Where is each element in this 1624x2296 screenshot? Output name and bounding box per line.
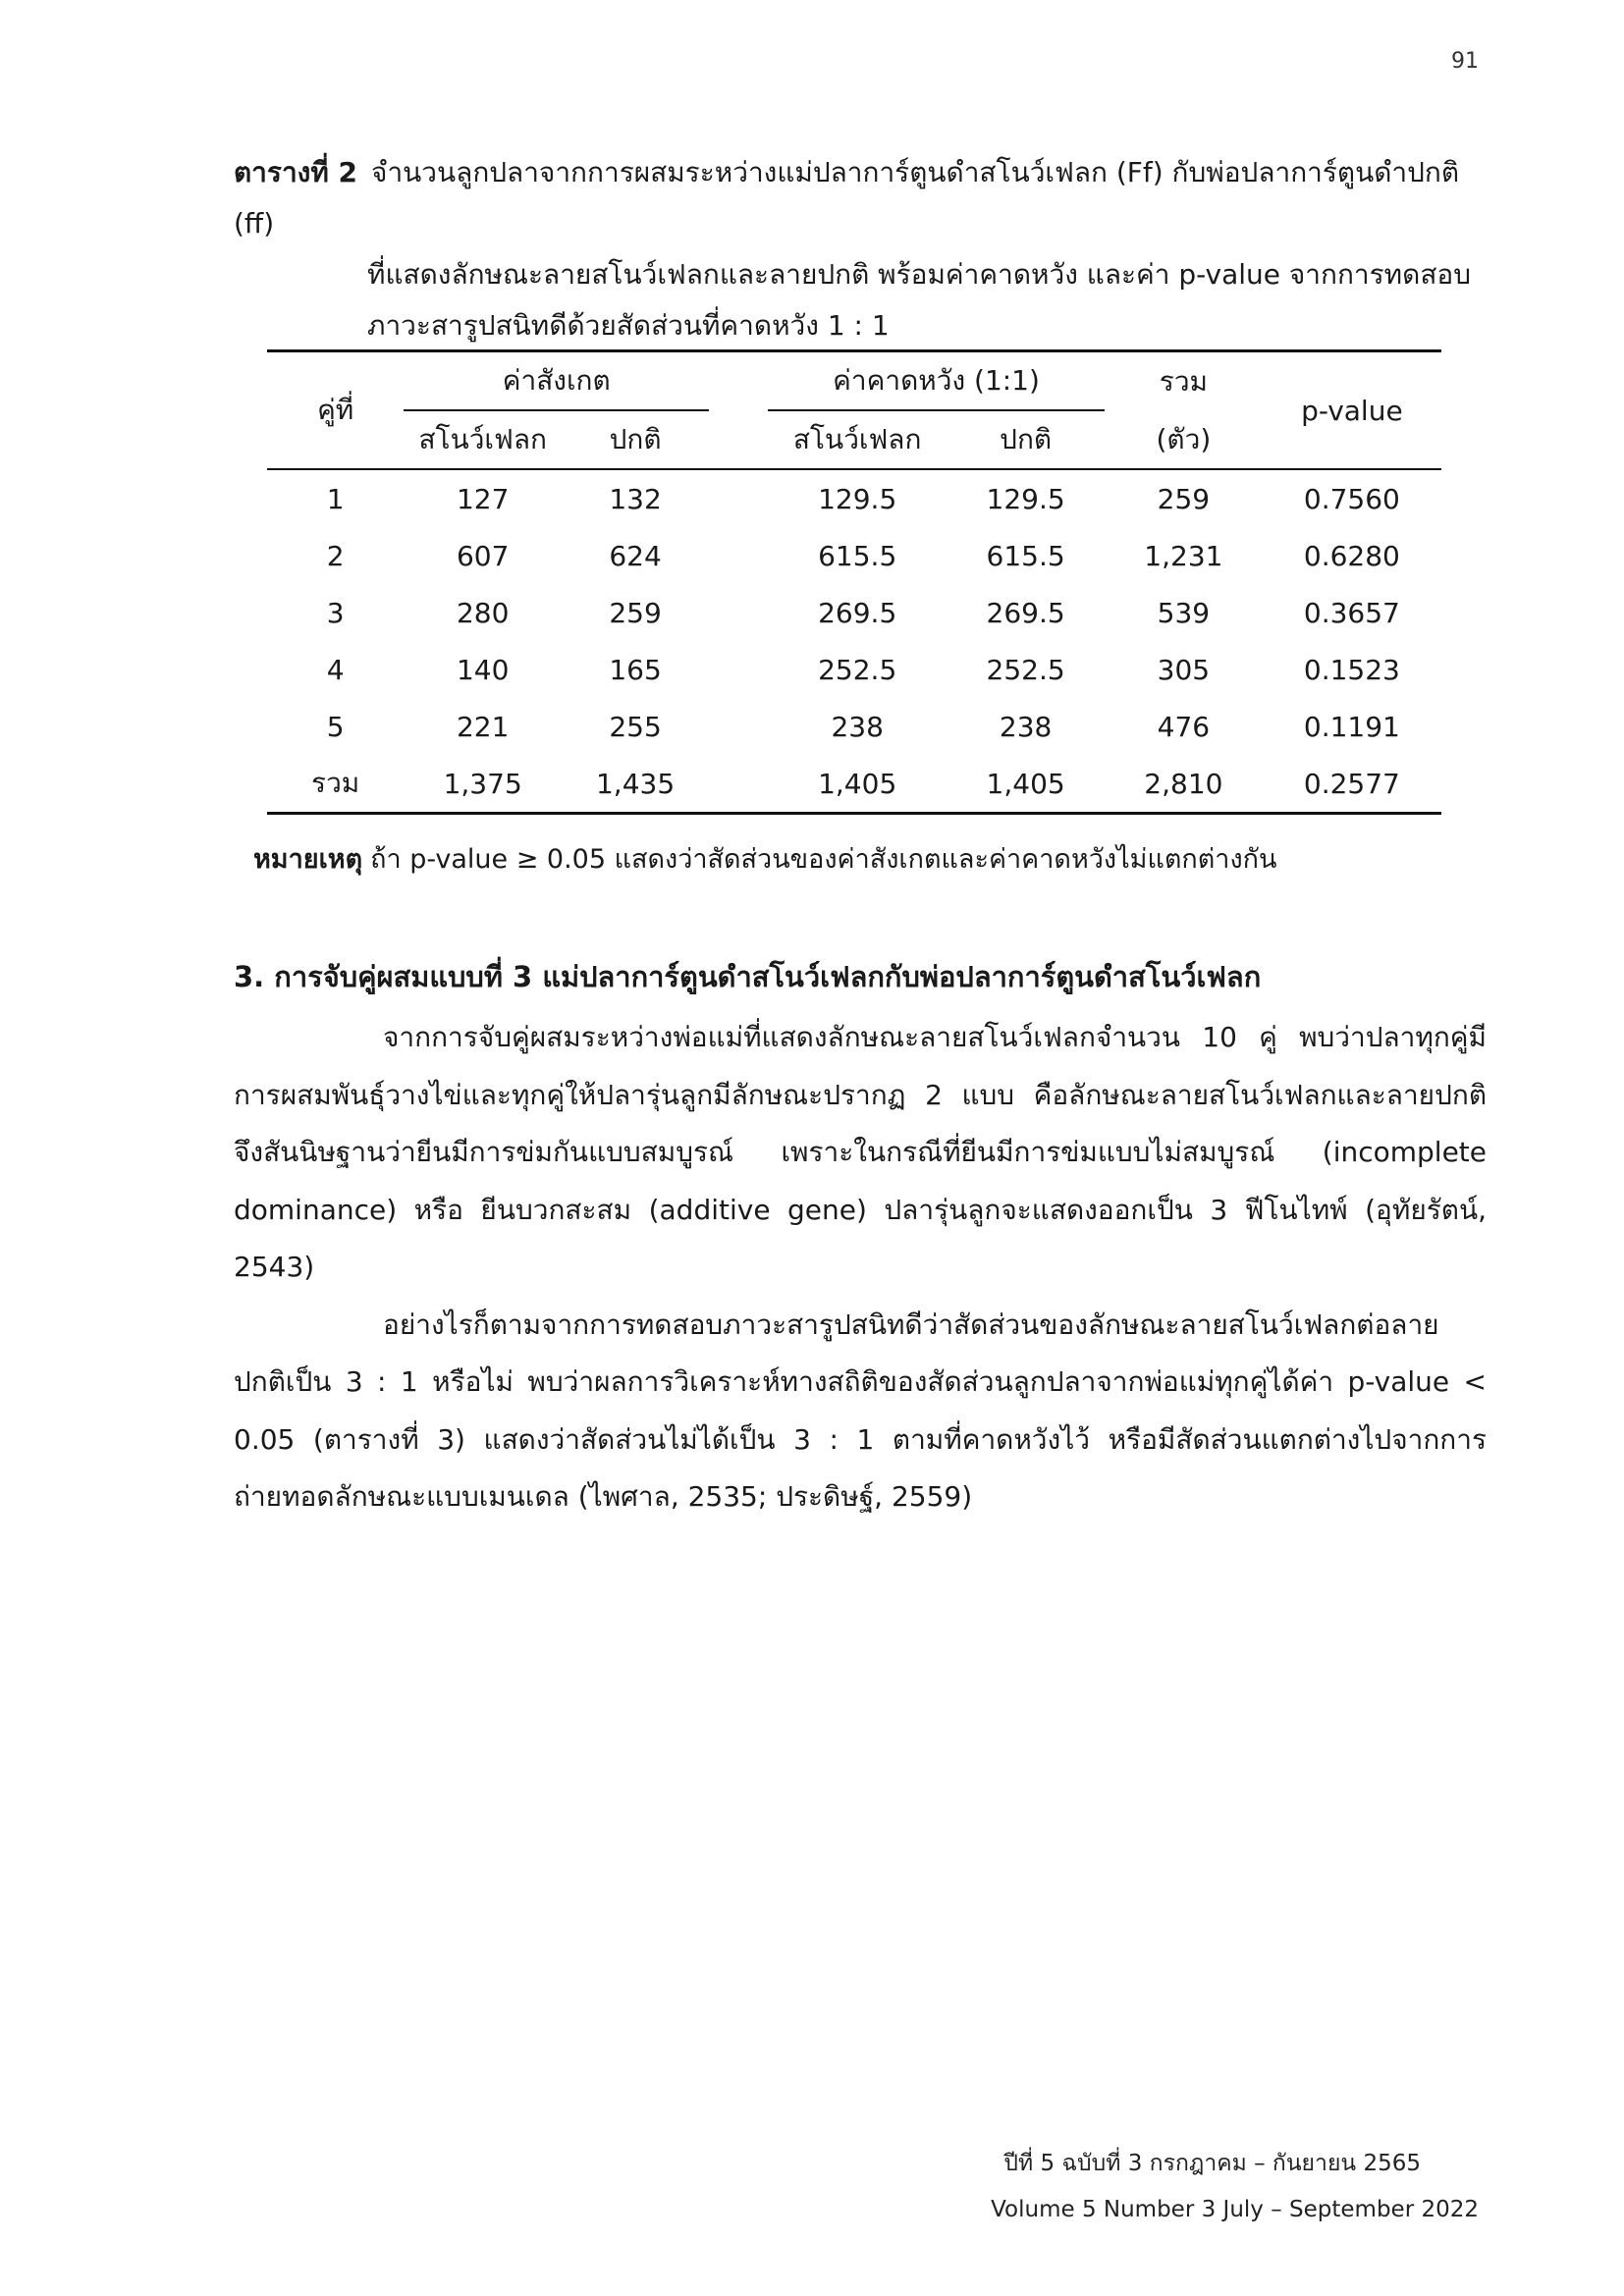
cell-pair: 2 — [326, 539, 345, 572]
header-total-top: รวม — [1105, 351, 1263, 411]
cell-obs-normal: 624 — [609, 539, 662, 572]
table-caption — [234, 147, 1490, 351]
cell-obs-snowflake: 127 — [456, 482, 510, 515]
cell-pair: 1 — [326, 482, 345, 515]
cell-pvalue: 0.1191 — [1303, 710, 1400, 743]
cell-total: 2,810 — [1105, 755, 1263, 814]
cell-obs-normal: 1,435 — [562, 755, 709, 814]
cell-obs-snowflake: 1,375 — [404, 755, 562, 814]
cell-exp-snowflake: 615.5 — [818, 539, 897, 572]
cell-total: 305 — [1157, 653, 1211, 686]
cell-total: 539 — [1157, 596, 1211, 629]
table-row — [267, 584, 1441, 641]
cell-exp-snowflake: 269.5 — [818, 596, 897, 629]
header-obs-snowflake: สโนว์เฟลก — [404, 410, 562, 469]
header-total-bottom: (ตัว) — [1105, 410, 1263, 469]
header-exp-normal: ปกติ — [947, 410, 1105, 469]
note-text: ถ้า p-value ≥ 0.05 แสดงว่าสัดส่วนของค่าสังเกตและค่าคาดหวังไม่แตกต่างกัน — [370, 844, 1277, 875]
cell-obs-snowflake: 607 — [456, 539, 510, 572]
paragraph-1: จากการจับคู่ผสมระหว่างพ่อแม่ที่แสดงลักษณะลายสโนว์เฟลกจำนวน 10 คู่ พบว่าปลาทุกคู่มีการผสมพันธุ์วางไข่และทุกคู่ให้ปลารุ่นลูกมีลักษณะปรากฏ 2 แบบ คือลักษณะลายสโนว์เฟลกและลายปกติ จึงสันนิษฐานว่ายีนมีการข่มกันแบบสมบูรณ์ เพราะในกรณีที่ยีนมีการข่มแบบไม่สมบูรณ์ (incomplete dominance) หรือ ยีนบวกสะสม (additive gene) ปลารุ่นลูกจะแสดงออกเป็น 3 ฟีโนไทพ์ (อุทัยรัตน์, 2543) — [234, 1021, 1487, 1283]
footer-english: Volume 5 Number 3 July – September 2022 — [991, 2197, 1479, 2222]
note-label: หมายเหตุ — [253, 844, 363, 875]
cell-obs-normal: 132 — [609, 482, 662, 515]
cell-exp-snowflake: 252.5 — [818, 653, 897, 686]
cell-exp-normal: 269.5 — [986, 596, 1065, 629]
cell-pvalue: 0.2577 — [1263, 755, 1441, 814]
section-heading: 3. การจับคู่ผสมแบบที่ 3 แม่ปลาการ์ตูนดำสโนว์เฟลกกับพ่อปลาการ์ตูนดำสโนว์เฟลก — [234, 960, 1262, 993]
cell-obs-normal: 259 — [609, 596, 662, 629]
cell-pvalue: 0.1523 — [1303, 653, 1400, 686]
cell-total: 1,231 — [1144, 539, 1223, 572]
table-row-total — [267, 755, 1441, 814]
cell-exp-snowflake: 238 — [831, 710, 884, 743]
table-row — [267, 527, 1441, 584]
caption-line-3: ภาวะสารูปสนิทดีด้วยสัดส่วนที่คาดหวัง 1 : 1 — [367, 309, 890, 342]
cell-pvalue: 0.6280 — [1303, 539, 1400, 572]
header-pair: คู่ที่ — [267, 351, 404, 470]
cell-gap — [709, 584, 768, 641]
cell-obs-normal: 255 — [609, 710, 662, 743]
table-row — [267, 469, 1441, 527]
cell-exp-snowflake: 1,405 — [768, 755, 947, 814]
body-text — [234, 1009, 1487, 1526]
footer-thai: ปีที่ 5 ฉบับที่ 3 กรกฎาคม – กันยายน 2565 — [1003, 2151, 1421, 2176]
header-obs-normal: ปกติ — [562, 410, 709, 469]
cell-pair: 4 — [326, 653, 345, 686]
header-exp-snowflake: สโนว์เฟลก — [768, 410, 947, 469]
cell-exp-normal: 238 — [999, 710, 1053, 743]
cell-obs-snowflake: 140 — [456, 653, 510, 686]
caption-label: ตารางที่ 2 — [234, 156, 358, 188]
page-number: 91 — [1451, 49, 1479, 74]
cell-total: 259 — [1157, 482, 1211, 515]
caption-line-2: ที่แสดงลักษณะลายสโนว์เฟลกและลายปกติ พร้อมค่าคาดหวัง และค่า p-value จากการทดสอบ — [367, 258, 1471, 291]
header-pvalue: p-value — [1263, 351, 1441, 470]
cell-exp-normal: 615.5 — [986, 539, 1065, 572]
table-note — [253, 837, 1530, 880]
cell-gap — [709, 527, 768, 584]
cell-gap — [709, 641, 768, 698]
results-table — [267, 349, 1441, 815]
cell-gap — [709, 755, 768, 814]
cell-pair: 5 — [326, 710, 345, 743]
header-observed: ค่าสังเกต — [404, 351, 709, 411]
cell-exp-normal: 129.5 — [986, 482, 1065, 515]
cell-obs-snowflake: 280 — [456, 596, 510, 629]
cell-pvalue: 0.3657 — [1303, 596, 1400, 629]
cell-exp-snowflake: 129.5 — [818, 482, 897, 515]
table-row — [267, 641, 1441, 698]
cell-obs-normal: 165 — [609, 653, 662, 686]
header-expected: ค่าคาดหวัง (1:1) — [768, 351, 1105, 411]
cell-pair: 3 — [326, 596, 345, 629]
cell-pvalue: 0.7560 — [1303, 482, 1400, 515]
caption-line-1: จำนวนลูกปลาจากการผสมระหว่างแม่ปลาการ์ตูนดำสโนว์เฟลก (Ff) กับพ่อปลาการ์ตูนดำปกติ (ff) — [234, 156, 1460, 240]
cell-exp-normal: 1,405 — [947, 755, 1105, 814]
table-row — [267, 698, 1441, 755]
cell-pair: รวม — [267, 755, 404, 814]
cell-gap — [709, 469, 768, 527]
cell-obs-snowflake: 221 — [456, 710, 510, 743]
cell-gap — [709, 698, 768, 755]
paragraph-2: อย่างไรก็ตามจากการทดสอบภาวะสารูปสนิทดีว่าสัดส่วนของลักษณะลายสโนว์เฟลกต่อลายปกติเป็น 3 : 1 หรือไม่ พบว่าผลการวิเคราะห์ทางสถิติของสัดส่วนลูกปลาจากพ่อแม่ทุกคู่ได้ค่า p-value < 0.05 (ตารางที่ 3) แสดงว่าสัดส่วนไม่ได้เป็น 3 : 1 ตามที่คาดหวังไว้ หรือมีสัดส่วนแตกต่างไปจากการถ่ายทอดลักษณะแบบเมนเดล (ไพศาล, 2535; ประดิษฐ์, 2559) — [234, 1308, 1487, 1513]
cell-total: 476 — [1157, 710, 1211, 743]
cell-exp-normal: 252.5 — [986, 653, 1065, 686]
header-gap — [709, 351, 768, 470]
